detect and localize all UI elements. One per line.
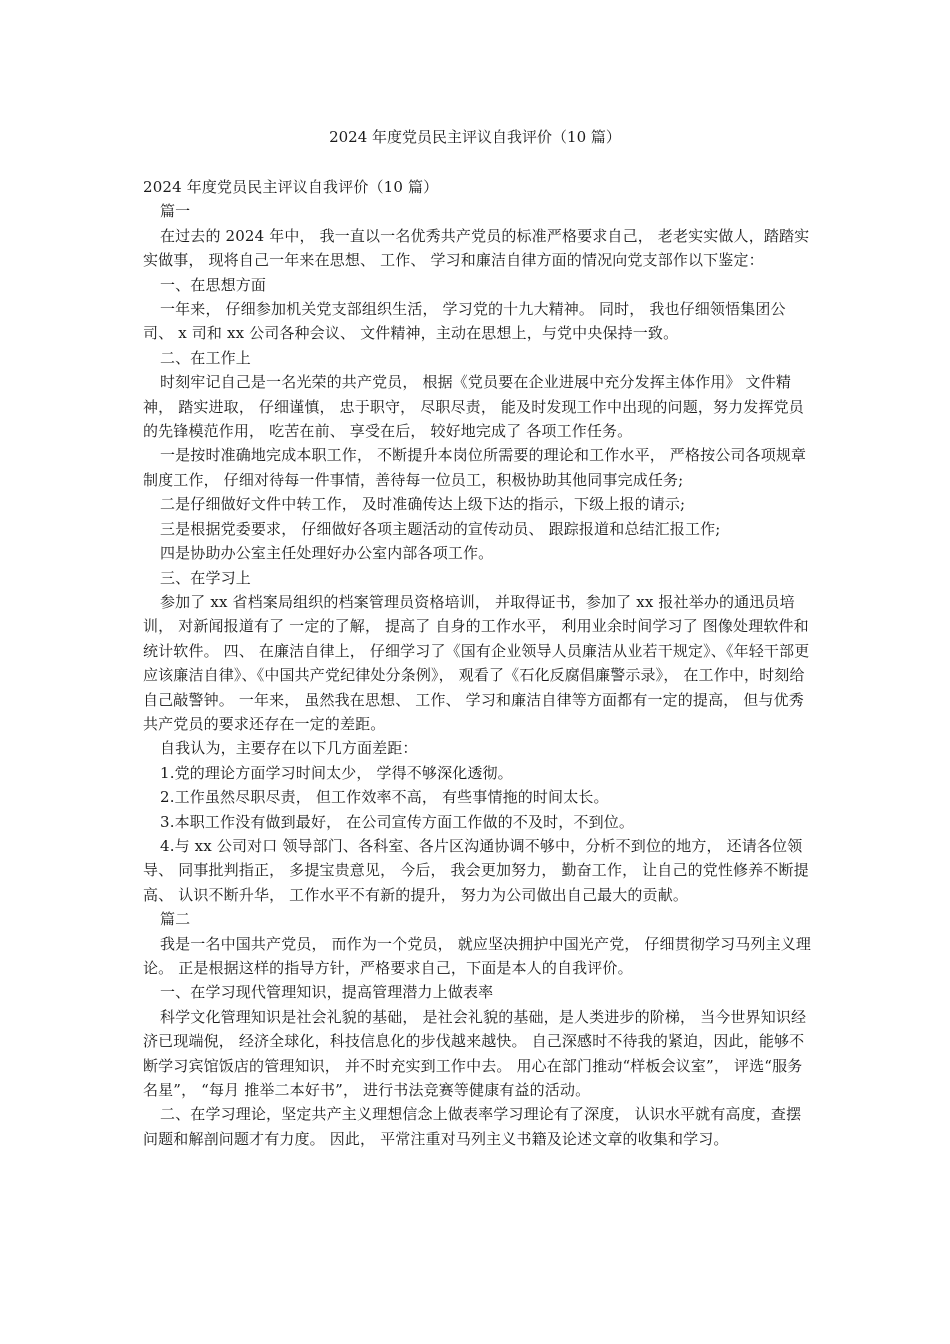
paragraph: 一是按时准确地完成本职工作， 不断提升本岗位所需要的理论和工作水平， 严格按公司各项规章制度工作， 仔细对待每一件事情，善待每一位员工，积极协助其他同事完成任务; [143,446,807,489]
paragraph: 三、在学习上 [160,568,251,587]
paragraph: 一、在学习现代管理知识，提高管理潜力上做表率 [160,983,494,1002]
paragraph: 篇一 [160,202,191,221]
paragraph: 一年来， 仔细参加机关党支部组织生活， 学习党的十九大精神。 同时， 我也仔细领悟集团公司、 x 司和 xx 公司各种会议、 文件精神，主动在思想上，与党中央保持一致。 [143,300,786,343]
paragraph: 科学文化管理知识是社会礼貌的基础， 是社会礼貌的基础，是人类进步的阶梯， 当今世界知识经济已现端倪， 经济全球化，科技信息化的步伐越来越快。 自己深感时不待我的紧迫，因此，能够不断学习宾馆饭店的管理知识， 并不时充实到工作中去。 用心在部门推动“样板会议室”， 评选“服务名星”， “每月 推举二本好书”， 进行书法竞赛等健康有益的活动。 [143,1007,807,1100]
paragraph: 篇二 [160,910,191,929]
paragraph: 时刻牢记自己是一名光荣的共产党员， 根据《党员要在企业进展中充分发挥主体作用》 文件精神， 踏实进取， 仔细谨慎， 忠于职守， 尽职尽责， 能及时发现工作中出现的问题，努力发挥党员的先锋模范作用， 吃苦在前、 享受在后， 较好地完成了 各项工作任务。 [143,373,804,441]
paragraph: 三是根据党委要求， 仔细做好各项主题活动的宣传动员、 跟踪报道和总结汇报工作; [160,519,721,538]
paragraph: 二、在学习理论，坚定共产主义理想信念上做表率学习理论有了深度， 认识水平就有高度，查摆问题和解剖问题才有力度。 因此， 平常注重对马列主义书籍及论述文章的收集和学习。 [143,1105,802,1148]
document-body [143,175,813,1151]
paragraph: 二、在工作上 [160,348,251,367]
paragraph: 2024 年度党员民主评议自我评价（10 篇） [143,178,439,196]
paragraph: 我是一名中国共产党员， 而作为一个党员， 就应坚决拥护中国光产党， 仔细贯彻学习马列主义理论。 正是根据这样的指导方针，严格要求自己，下面是本人的自我评价。 [143,934,812,977]
paragraph: 在过去的 2024 年中， 我一直以一名优秀共产党员的标准严格要求自己， 老老实实做人，踏踏实实做事， 现将自己一年来在思想、 工作、 学习和廉洁自律方面的情况向党支部作以下鉴定： [143,226,810,270]
paragraph: 3.本职工作没有做到最好， 在公司宣传方面工作做的不及时，不到位。 [160,812,635,831]
paragraph: 2.工作虽然尽职尽责， 但工作效率不高， 有些事情拖的时间太长。 [160,788,609,807]
paragraph: 自我认为，主要存在以下几方面差距： [160,739,418,758]
paragraph: 参加了 xx 省档案局组织的档案管理员资格培训， 并取得证书，参加了 xx 报社举办的通迅员培训， 对新闻报道有了 一定的了解， 提高了 自身的工作水平， 利用业余时间学习了 图像处理软件和统计软件。 四、 在廉洁自律上， 仔细学习了《国有企业领导人员廉洁从业若干规定》、《年轻干部更应该廉洁自律》、《中国共产党纪律处分条例》， 观看了《石化反腐倡廉警示录》， 在工作中，时刻给自己敲警钟。 一年来， 虽然我在思想、 工作、 学习和廉洁自律等方面都有一定的提高， 但与优秀共产党员的要求还存在一定的差距。 [143,592,810,733]
paragraph: 4.与 xx 公司对口 领导部门、各科室、各片区沟通协调不够中，分析不到位的地方， 还请各位领导、 同事批判指正， 多提宝贵意见， 今后， 我会更加努力， 勤奋工作， 让自己的党性修养不断提高、 认识不断升华， 工作水平不有新的提升， 努力为公司做出自己最大的贡献。 [143,836,809,904]
paragraph: 一、在思想方面 [160,275,267,294]
paragraph: 1.党的理论方面学习时间太少， 学得不够深化透彻。 [160,763,513,782]
document-title: 2024 年度党员民主评议自我评价（10 篇） [329,128,621,146]
paragraph: 四是协助办公室主任处理好办公室内部各项工作。 [160,544,494,563]
paragraph: 二是仔细做好文件中转工作， 及时准确传达上级下达的指示，下级上报的请示; [160,495,686,514]
